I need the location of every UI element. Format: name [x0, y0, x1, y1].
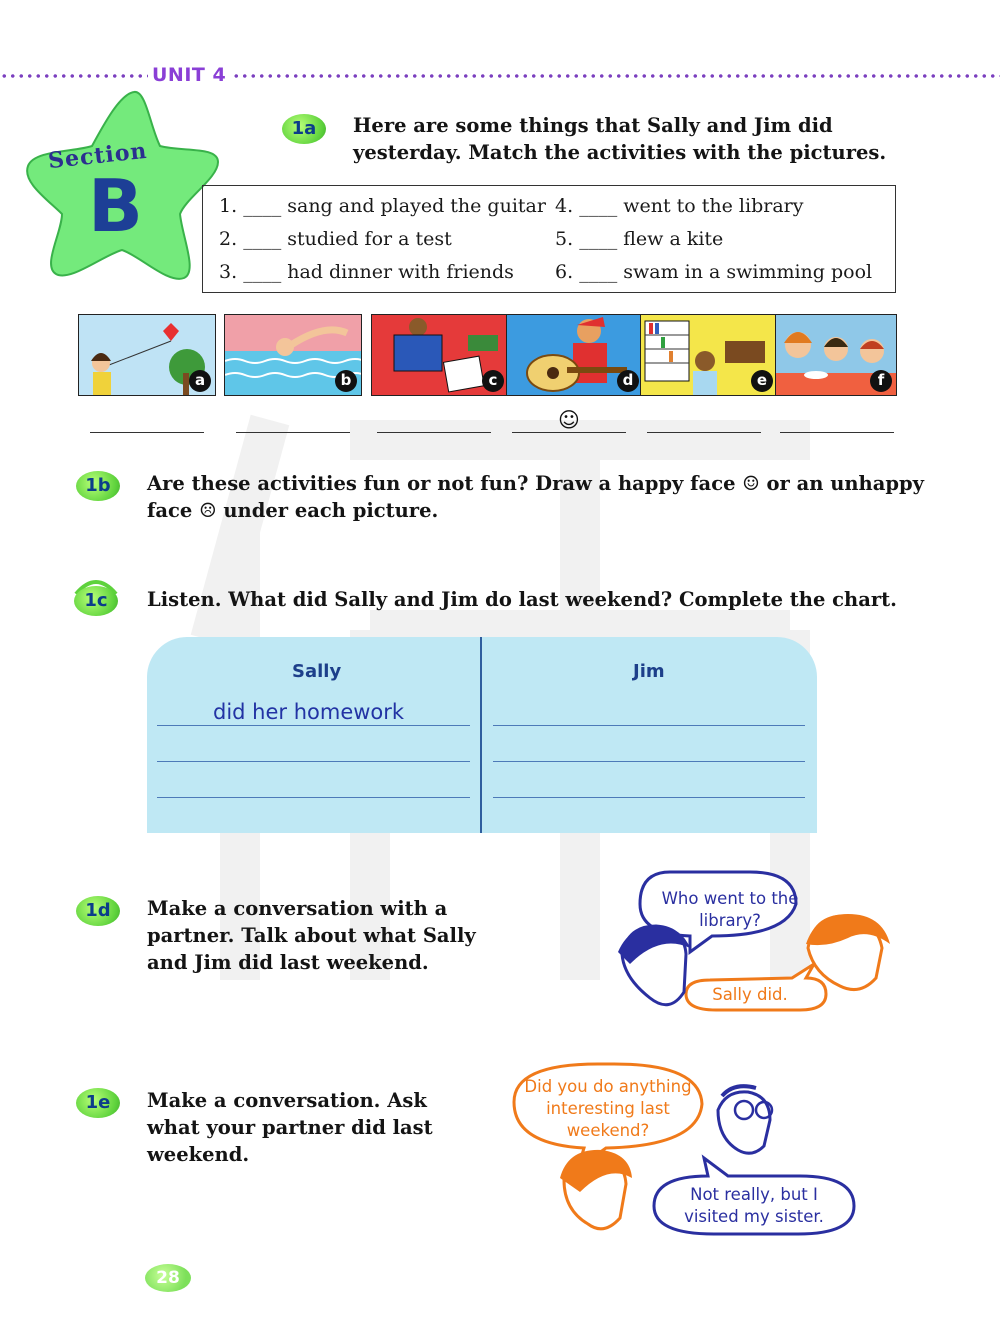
weekend-chart [147, 637, 817, 833]
speech-bubble-1e-answer: Not really, but I visited my sister. [684, 1185, 824, 1226]
instruction-1a-line2: yesterday. Match the activities with the pictures. [353, 141, 887, 164]
picture-letter-a: a [189, 370, 211, 392]
answer-blank-d[interactable] [512, 432, 626, 434]
picture-letter-e: e [751, 370, 773, 392]
instruction-1a-line1: Here are some things that Sally and Jim did [353, 114, 833, 137]
activity-item-2: 2. ____ studied for a test [219, 228, 452, 250]
picture-letter-c: c [482, 370, 504, 392]
activity-item-5: 5. ____ flew a kite [555, 228, 724, 250]
speech-bubble-1e-question: Did you do anything interesting last weekend? [524, 1077, 692, 1140]
picture-a-kite [78, 314, 216, 396]
sally-entry-1: did her homework [213, 700, 405, 724]
badge-1d: 1d [76, 896, 120, 926]
sally-line-1[interactable] [157, 725, 470, 727]
instruction-1d [147, 895, 476, 976]
badge-1b: 1b [76, 471, 120, 501]
header-dotted-rule-right [232, 74, 1000, 78]
answer-blank-a[interactable] [90, 432, 204, 434]
picture-d-guitar [506, 314, 644, 396]
answer-blank-e[interactable] [647, 432, 761, 434]
header-dotted-rule-left [0, 74, 148, 78]
instruction-1b-line2: face ☹ under each picture. [147, 499, 439, 522]
answer-blank-f[interactable] [780, 432, 894, 434]
chart-header-jim: Jim [633, 661, 665, 682]
section-word: Section [46, 137, 149, 175]
activity-item-4: 4. ____ went to the library [555, 195, 804, 217]
instruction-1a [353, 112, 886, 166]
instruction-1b [147, 470, 924, 524]
jim-line-3[interactable] [493, 797, 805, 799]
badge-1a: 1a [282, 114, 326, 144]
instruction-1d-line3: and Jim did last weekend. [147, 951, 429, 974]
instruction-1e-line3: weekend. [147, 1143, 250, 1166]
jim-line-2[interactable] [493, 761, 805, 763]
instruction-1b-line1: Are these activities fun or not fun? Draw a happy face ☺ or an unhappy [147, 472, 924, 495]
picture-c-studying [371, 314, 509, 396]
activity-match-box [202, 185, 896, 293]
badge-1e: 1e [76, 1088, 120, 1118]
instruction-1d-line2: partner. Talk about what Sally [147, 924, 476, 947]
activity-item-6: 6. ____ swam in a swimming pool [555, 261, 873, 283]
badge-1c: 1c [74, 586, 118, 616]
activity-item-3: 3. ____ had dinner with friends [219, 261, 514, 283]
chart-divider [480, 637, 482, 833]
unit-label: UNIT 4 [152, 64, 227, 86]
section-letter: B [88, 164, 143, 248]
activity-item-1: 1. ____ sang and played the guitar [219, 195, 546, 217]
instruction-1e [147, 1087, 433, 1168]
sally-line-2[interactable] [157, 761, 470, 763]
happy-face-icon: ☺ [558, 408, 580, 432]
picture-e-library [640, 314, 778, 396]
sally-line-3[interactable] [157, 797, 470, 799]
speech-bubble-1d-question: Who went to the library? [661, 889, 799, 930]
speech-bubble-1d-answer: Sally did. [712, 985, 788, 1004]
picture-letter-f: f [870, 370, 892, 392]
picture-b-swimming [224, 314, 362, 396]
instruction-1c: Listen. What did Sally and Jim do last weekend? Complete the chart. [147, 588, 897, 611]
chart-header-sally: Sally [292, 661, 342, 682]
instruction-1e-line2: what your partner did last [147, 1116, 433, 1139]
instruction-1e-line1: Make a conversation. Ask [147, 1089, 427, 1112]
picture-letter-b: b [335, 370, 357, 392]
page-number: 28 [145, 1264, 191, 1292]
instruction-1d-line1: Make a conversation with a [147, 897, 448, 920]
answer-blank-b[interactable] [236, 432, 350, 434]
jim-line-1[interactable] [493, 725, 805, 727]
answer-blank-c[interactable] [377, 432, 491, 434]
picture-letter-d: d [617, 370, 639, 392]
picture-f-dinner [775, 314, 897, 396]
